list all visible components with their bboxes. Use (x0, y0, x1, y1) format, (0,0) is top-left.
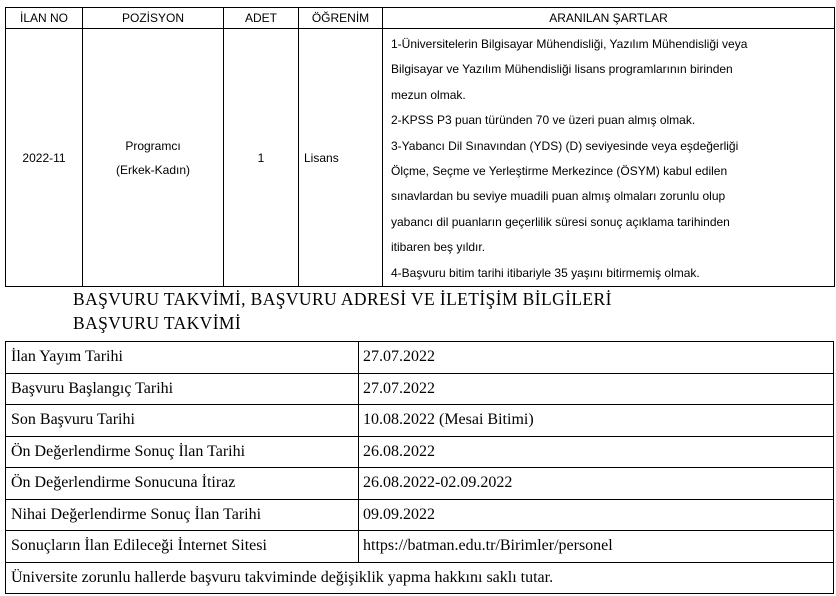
calendar-value: 26.08.2022-02.09.2022 (359, 468, 834, 500)
header-aranilan-sartlar: ARANILAN ŞARTLAR (383, 8, 835, 29)
header-adet: ADET (224, 8, 299, 29)
requirement-line: itibaren beş yıldır. (391, 240, 486, 255)
header-pozisyon: POZİSYON (83, 8, 224, 29)
cell-adet: 1 (224, 29, 299, 287)
calendar-note-row (6, 562, 834, 594)
calendar-label: Ön Değerlendirme Sonucuna İtiraz (6, 468, 359, 500)
subsection-heading: BAŞVURU TAKVİMİ (73, 313, 242, 333)
header-ogrenim: ÖĞRENİM (299, 8, 383, 29)
requirement-line: sınavlardan bu seviye muadili puan almış olmaları zorunlu olup (391, 189, 726, 204)
calendar-value: 27.07.2022 (359, 342, 834, 374)
requirement-line: yabancı dil puanların geçerlilik süresi sonuç açıklama tarihinden (391, 214, 730, 229)
job-posting-table (5, 7, 835, 287)
calendar-note: Üniversite zorunlu hallerde başvuru takviminde değişiklik yapma hakkını saklı tutar. (6, 562, 834, 594)
calendar-row (6, 468, 834, 500)
requirement-line: 4-Başvuru bitim tarihi itibariyle 35 yaşını bitirmemiş olmak. (391, 265, 700, 280)
calendar-row (6, 342, 834, 374)
calendar-label: Son Başvuru Tarihi (6, 405, 359, 437)
pozisyon-title: Programcı (125, 138, 181, 153)
calendar-value: 26.08.2022 (359, 436, 834, 468)
calendar-row (6, 499, 834, 531)
calendar-row (6, 373, 834, 405)
calendar-label: Ön Değerlendirme Sonuç İlan Tarihi (6, 436, 359, 468)
cell-ilan-no: 2022-11 (6, 29, 83, 287)
section-heading: BAŞVURU TAKVİMİ, BAŞVURU ADRESİ VE İLETİŞİM BİLGİLERİ (73, 289, 612, 309)
calendar-label: İlan Yayım Tarihi (6, 342, 359, 374)
requirement-line: 2-KPSS P3 puan türünden 70 ve üzeri puan almış olmak. (391, 113, 696, 128)
cell-requirements (383, 29, 835, 287)
cell-pozisyon (83, 29, 224, 287)
calendar-value: 09.09.2022 (359, 499, 834, 531)
header-ilan-no: İLAN NO (6, 8, 83, 29)
calendar-row (6, 405, 834, 437)
requirement-line: 3-Yabancı Dil Sınavından (YDS) (D) seviyesinde veya eşdeğerliği (391, 138, 739, 153)
requirement-line: 1-Üniversitelerin Bilgisayar Mühendisliği, Yazılım Mühendisliği veya (391, 37, 748, 51)
calendar-value: 27.07.2022 (359, 373, 834, 405)
calendar-row (6, 436, 834, 468)
calendar-label: Nihai Değerlendirme Sonuç İlan Tarihi (6, 499, 359, 531)
calendar-label: Başvuru Başlangıç Tarihi (6, 373, 359, 405)
requirement-line: Ölçme, Seçme ve Yerleştirme Merkezince (ÖSYM) kabul edilen (391, 164, 728, 179)
requirement-line: mezun olmak. (391, 87, 466, 102)
application-calendar-table (5, 341, 834, 594)
requirement-line: Bilgisayar ve Yazılım Mühendisliği lisans programlarının birinden (391, 62, 733, 77)
pozisyon-gender: (Erkek-Kadın) (115, 162, 191, 177)
calendar-value: 10.08.2022 (Mesai Bitimi) (359, 405, 834, 437)
calendar-row (6, 531, 834, 563)
calendar-website-value: https://batman.edu.tr/Birimler/personel (359, 531, 834, 563)
job-table-row (6, 29, 835, 287)
cell-ogrenim: Lisans (299, 29, 383, 287)
calendar-label: Sonuçların İlan Edileceği İnternet Sitesi (6, 531, 359, 563)
job-table-header-row (6, 8, 835, 29)
